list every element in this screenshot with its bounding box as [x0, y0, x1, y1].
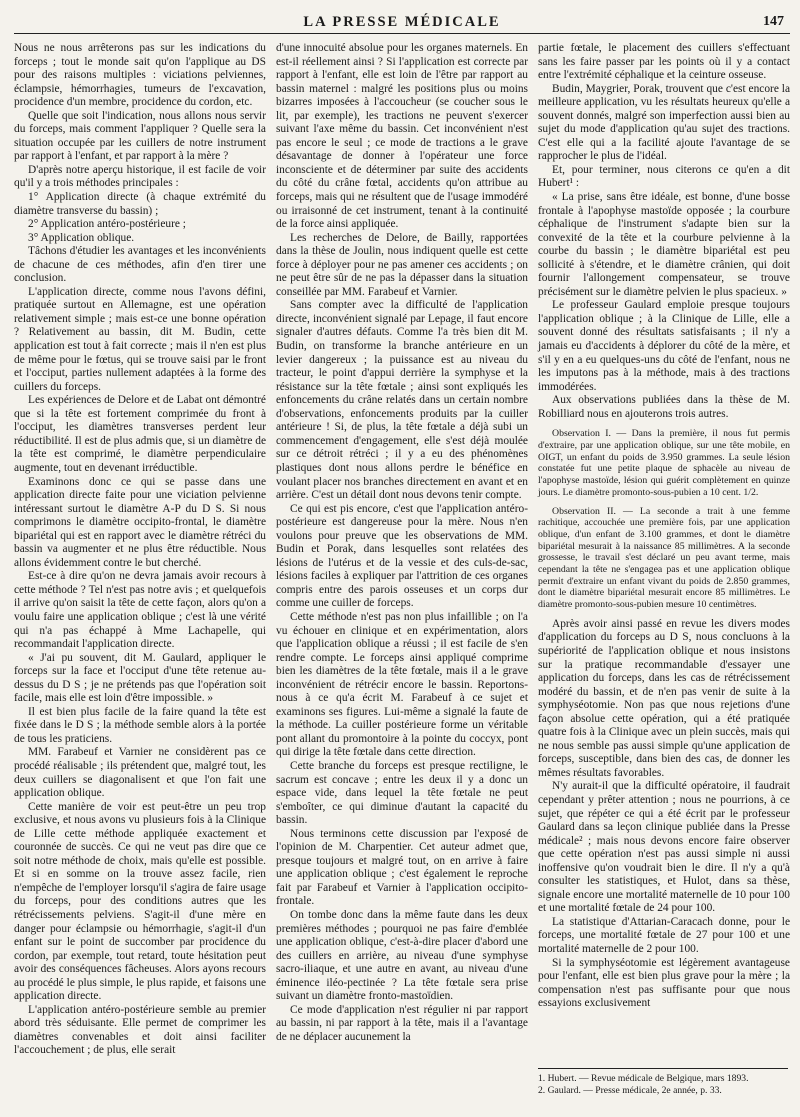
paragraph: Il est bien plus facile de la faire quand la tête est fixée dans le D S ; la méthode semble alors à la portée de tous les praticiens.	[14, 705, 266, 745]
paragraph: Ce mode d'application n'est régulier ni par rapport au bassin, ni par rapport à la tête, mais il a l'avantage de ne déplacer aucunement la	[276, 1003, 528, 1043]
paragraph: Le professeur Gaulard emploie presque toujours l'application oblique ; à la Clinique de Lille, elle a souvent donné des résultats satisfaisants ; il n'y a jamais eu d'accidents à déplorer du côté de la mère, et s'il y en a eu quelques-uns du côté de l'enfant, nous ne les imputons pas à la méthode, mais à des tractions immodérées.	[538, 299, 790, 393]
column-1	[14, 42, 266, 1072]
paragraph: Est-ce à dire qu'on ne devra jamais avoir recours à cette méthode ? Tel n'est pas notre avis ; et quelquefois il arrive qu'on saisit la tête de cette façon, alors qu'on a voulu faire une application oblique ; c'est là une vérité qui n'a pas échappé à Mme Lachapelle, qui recommandait l'application directe.	[14, 570, 266, 651]
paragraph: La statistique d'Attarian-Caracach donne, pour le forceps, une mortalité fœtale de 27 pour 100 et une mortalité maternelle de 2 pour 100.	[538, 915, 790, 955]
observation-paragraph: Observation I. — Dans la première, il nous fut permis d'extraire, par une application oblique, sur une tête mobile, en OIGT, un enfant du poids de 3.950 grammes. La seule lésion constatée fut une petite plaque de sphacèle au niveau de l'apophyse mastoïde, lésion qui guérit complètement en quinze jours. Le diamètre promonto-sous-pubien a 10 cent. 1/2.	[538, 428, 790, 498]
page-number: 147	[763, 14, 784, 29]
paragraph: Ce qui est pis encore, c'est que l'application antéro-postérieure est dangereuse pour la mère. Nous n'en voulons pour preuve que les observations de MM. Budin et Porak, dans lesquelles sont relatées des lésions de l'utérus et de la vessie et des culs-de-sac, lésions faciles à expliquer par l'attrition de ces organes compris entre des parois osseuses et un corps dur comme une cuiller de forceps.	[276, 502, 528, 610]
paragraph: Cette méthode n'est pas non plus infaillible ; on l'a vu échouer en clinique et en expérimentation, alors que l'application oblique a réussi ; il est facile de s'en rendre compte. Le forceps ainsi appliqué comprime bien les diamètres de la tête fœtale, mais il a le grave inconvénient de rétrécir encore le bassin. Reportons-nous à ce qu'a écrit M. Farabeuf à ce sujet et examinons ses figures. Lui-même a signalé la faute de la méthode. La cuiller postérieure forme un véritable pont allant du promontoire à la pointe du coccyx, pont qui dirige la tête fœtale dans cette direction.	[276, 610, 528, 759]
paragraph: 3° Application oblique.	[28, 231, 135, 244]
paragraph: Et, pour terminer, nous citerons ce qu'en a dit Hubert¹ :	[538, 163, 790, 190]
paragraph: Tâchons d'étudier les avantages et les inconvénients de chacune de ces méthodes, afin d'en tirer une conclusion.	[14, 245, 266, 285]
journal-title: LA PRESSE MÉDICALE	[303, 14, 501, 30]
paragraph: 2° Application antéro-postérieure ;	[28, 218, 186, 231]
paragraph: MM. Farabeuf et Varnier ne considèrent pas ce procédé réalisable ; ils prétendent que, malgré tout, les deux cuillers se diagonalisent et que l'on fait une application oblique.	[14, 746, 266, 800]
paragraph: Examinons donc ce qui se passe dans une application directe faite pour une viciation pelvienne intéressant surtout le diamètre A-P du D S. Si nous comprimons le diamètre occipito-frontal, le diamètre bipariétal qui est en rapport avec le diamètre rétréci du bassin va augmenter et ne plus être réductible. Nous allons évidemment contre le but cherché.	[14, 475, 266, 569]
paragraph: Aux observations publiées dans la thèse de M. Robilliard nous en ajouterons trois autres.	[538, 394, 790, 420]
text-columns	[14, 42, 790, 1072]
paragraph: « J'ai pu souvent, dit M. Gaulard, appliquer le forceps sur la face et l'occiput d'une tête retenue au-dessus du D S ; je ne prétends pas que l'opération soit facile, mais elle est loin d'être impossible. »	[14, 651, 266, 705]
paragraph: Après avoir ainsi passé en revue les divers modes d'application du forceps au D S, nous concluons à la supériorité de l'application oblique et nous insistons sur la pratique recommandable d'essayer une application du forceps, dans les cas de rétrécissement modéré du bassin, et de n'en pas venir de suite à la symphyséotomie. Non pas que nous rejetions d'une façon absolue cette opération, qui a été pratiquée quatre fois à la Clinique avec un plein succès, mais qui ne nous semble pas aussi simple qu'une application de forceps, susceptible, dans bien des cas, de donner les mêmes résultats favorables.	[538, 617, 790, 779]
paragraph: Nous ne nous arrêterons pas sur les indications du forceps ; tout le monde sait qu'on l'applique au DS pour des raisons multiples : viciations pelviennes, éclampsie, hémorrhagies, tumeurs de l'excavation, procidence d'un membre, procidence du cordon, etc.	[14, 42, 266, 109]
paragraph: 1° Application directe (à chaque extrémité du diamètre transverse du bassin) ;	[14, 191, 266, 217]
paragraph: Si la symphyséotomie est légèrement avantageuse pour l'enfant, elle est bien plus grave pour la mère ; la compensation n'est pas suffisante pour que nous essayions exclusivement	[538, 956, 790, 1010]
paragraph: Budin, Maygrier, Porak, trouvent que c'est encore la meilleure application, vu les résultats heureux qu'elle a souvent donnés, malgré son imperfection aussi bien au sujet du mode d'application qu'au sujet des tractions. C'est elle qui a la facilité ajoute l'avantage de se rapprocher le plus de l'idéal.	[538, 82, 790, 163]
paragraph: Les expériences de Delore et de Labat ont démontré que si la tête est fortement comprimée du front à l'occiput, les diamètres transverses perdent leur réductibilité. Il est de plus admis que, si un diamètre de la tête est comprimé, le diamètre perpendiculaire augmente, tout en devenant irréductible.	[14, 394, 266, 474]
paragraph: L'application antéro-postérieure semble au premier abord très séduisante. Elle permet de comprimer les diamètres convenables et doit ainsi faciliter l'accouchement ; de plus, elle serait	[14, 1003, 266, 1057]
footnotes	[538, 1068, 788, 1096]
paragraph: « La prise, sans être idéale, est bonne, d'une bosse frontale à l'apophyse mastoïde opposée ; la courbure céphalique de l'instrument s'adapte bien sur la convexité de la tête et la courbure pelvienne à la courbe du bassin ; le diamètre bipariétal est peu sollicité à s'étendre, et le diamètre crânien, qui doit fournir l'allongement compensateur, se trouve précisément sur le diamètre pelvien le plus spacieux. »	[538, 191, 790, 298]
column-3	[538, 42, 790, 1072]
column-2	[276, 42, 528, 1072]
paragraph: N'y aurait-il que la difficulté opératoire, il faudrait cependant y prêter attention ; nous ne pourrions, à ce sujet, que répéter ce qui a été écrit par le professeur Gaulard dans sa leçon clinique publiée dans la Presse médicale² ; mais nous devons encore faire observer que cette opération n'est pas aussi simple ni aussi inoffensive qu'on voudrait bien le dire. Il n'y a qu'à consulter les statistiques, et Hulot, dans sa thèse, signale encore une mortalité maternelle de 10 pour 100 et une mortalité fœtale de 24 pour 100.	[538, 780, 790, 915]
paragraph: Quelle que soit l'indication, nous allons nous servir du forceps, mais comment l'appliquer ? Quelle sera la situation occupée par les cuillers de notre instrument par rapport à l'enfant, et par rapport à la mère ?	[14, 109, 266, 163]
paragraph: L'application directe, comme nous l'avons défini, pratiquée surtout en Allemagne, est une opération relativement simple ; mais est-ce une bonne opération ? Relativement au bassin, dit M. Budin, cette application est tout à fait correcte ; mais il n'en est plus de même pour le fœtus, qui se trouve saisi par le front et l'occiput, parties nullement adaptées à la forme des cuillers du forceps.	[14, 285, 266, 393]
paragraph: Les recherches de Delore, de Bailly, rapportées dans la thèse de Joulin, nous indiquent quelle est cette force à déployer pour ne pas amener ces accidents ; on ne peut être sûr de ne pas la dépasser dans la situation conseillée par MM. Farabeuf et Varnier.	[276, 231, 528, 298]
running-header	[14, 10, 790, 34]
paragraph: On tombe donc dans la même faute dans les deux premières méthodes ; pourquoi ne pas faire d'emblée une application oblique, c'est-à-dire placer d'abord une des cuillers en arrière, au niveau d'une symphyse sacro-iliaque, et une autre en avant, au niveau d'une éminence iléo-pectinée ? La tête fœtale sera prise suivant un diamètre fronto-mastoïdien.	[276, 909, 528, 1003]
paragraph: Sans compter avec la difficulté de l'application directe, inconvénient signalé par Lepage, il faut encore signaler d'autres défauts. Comme l'a très bien dit M. Budin, on transforme la branche antérieure en un levier dangereux ; la puissance est au niveau du tracteur, le point d'appui derrière la symphyse et la résistance sur la tête fœtale ; ainsi sont expliqués les enfoncements du crâne relatés dans un certain nombre d'observations, enfoncements produits par la cuiller antérieure ! Si, de plus, la tête fœtale a déjà subi un commencement d'engagement, elle s'est déjà moulée sur ce détroit rétréci ; il y a eu des phénomènes plastiques dont nous allons perdre le bénéfice en voulant placer nos branches directement en avant et en arrière. C'est un détail dont nous devons tenir compte.	[276, 299, 528, 502]
paragraph: Cette branche du forceps est presque rectiligne, le sacrum est concave ; entre les deux il y a donc un espace vide, dans lequel la tête fœtale ne peut s'emboîter, ce qui diminue d'autant la capacité du bassin.	[276, 759, 528, 827]
observation-paragraph: Observation II. — La seconde a trait à une femme rachitique, accouchée une première fois, par une application oblique, d'un enfant de 3.100 grammes, et dont le diamètre bipariétal mesurait à la naissance 85 millimètres. A la seconde grossesse, le travail s'est déclaré un peu avant terme, mais cependant la tête ne s'engagea pas et une application oblique permit d'extraire un enfant vivant du poids de 2.850 grammes, dont le diamètre bipariétal mesurait encore 85 millimètres. Le diamètre promonto-sous-pubien mesure 10 centimètres.	[538, 505, 790, 611]
footnote-2: 2. Gaulard. — Presse médicale, 2e année, p. 33.	[538, 1084, 722, 1096]
paragraph: Nous terminons cette discussion par l'exposé de l'opinion de M. Charpentier. Cet auteur admet que, presque toujours et malgré tout, on en arrive à faire une application oblique ; c'est également le reproche fait par Farabeuf et Varnier à l'application occipito-frontale.	[276, 827, 528, 908]
paragraph: d'une innocuité absolue pour les organes maternels. En est-il réellement ainsi ? Si l'application est correcte par rapport à l'enfant, elle est loin de l'être par rapport au bassin maternel : malgré les positions plus ou moins bizarres imposées à l'accoucheur (se coucher sous le lit, par exemple), les tractions ne peuvent s'exercer suivant l'axe même du bassin. Cet inconvénient n'est pas encore le seul ; ce mode de tractions a le grave désavantage de donner à l'opérateur une force inconsciente et de déterminer par suite des accidents du côté du crâne fœtal, accidents qu'on attribue au forceps, mais qui ne résultent que de l'usage immodéré ou irraisonné de cet instrument, tenant à la continuité de la force ainsi appliquée.	[276, 42, 528, 231]
paragraph: D'après notre aperçu historique, il est facile de voir qu'il y a trois méthodes principales :	[14, 163, 266, 190]
paragraph: partie fœtale, le placement des cuillers s'effectuant sans les faire passer par les points où il y a contact entre l'extrémité céphalique et la ceinture osseuse.	[538, 42, 790, 82]
footnote-1: 1. Hubert. — Revue médicale de Belgique, mars 1893.	[538, 1073, 749, 1084]
paragraph: Cette manière de voir est peut-être un peu trop exclusive, et nous avons vu plusieurs fois à la Clinique de Lille cette méthode appliquée exactement et couronnée de succès. Ce qui ne veut pas dire que ce soit notre méthode de choix, mais qu'elle est possible. Et si en somme on la trouve assez facile, rien n'empêche de l'employer lorsqu'il s'agira de faire usage du forceps, pour des conditions autres que les rétrécissements pelviens. S'agit-il d'une mère en danger pour éclampsie ou hémorrhagie, s'agit-il d'un enfant sur le point de succomber par procidence du cordon, par exemple, tout retard, toute hésitation peut avoir des conséquences fâcheuses. Alors ayons recours au procédé le plus simple, le plus rapide, et faisons une application directe.	[14, 800, 266, 1003]
